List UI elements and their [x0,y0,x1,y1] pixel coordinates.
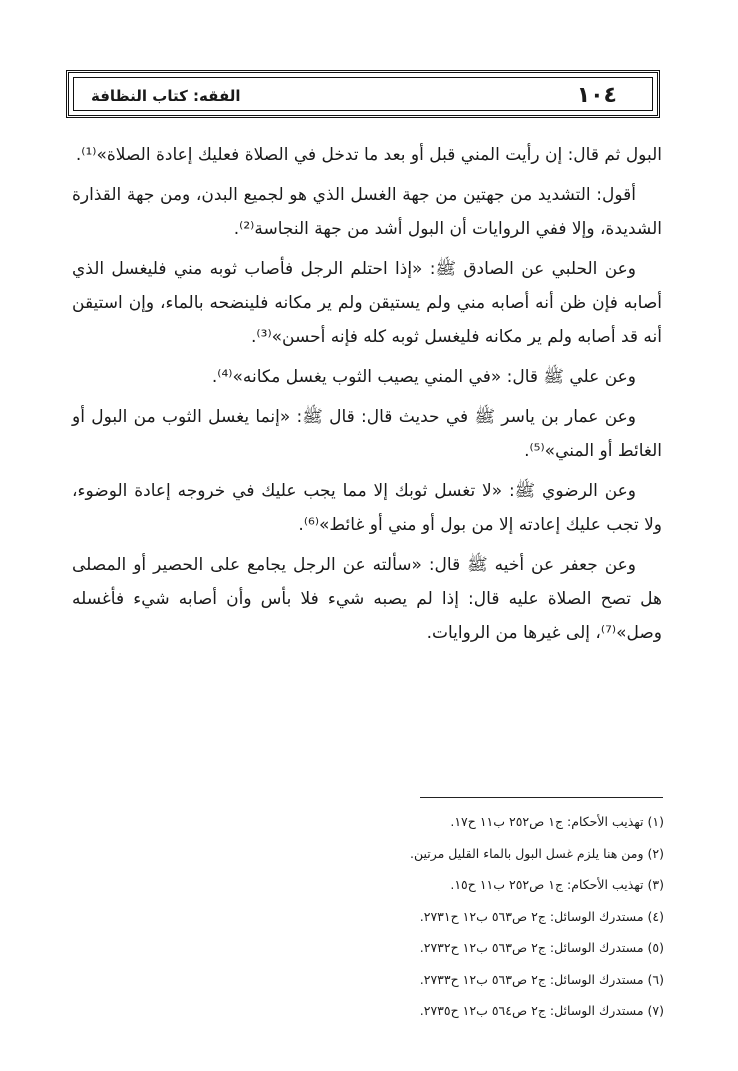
footnote: (٥) مستدرك الوسائل: ج٢ ص٥٦٣ ب١٢ ح٢٧٣٢. [419,940,664,955]
running-title: الفقه: كتاب النظافة [91,87,241,105]
footnote: (٣) تهذيب الأحكام: ج١ ص٢٥٢ ب١١ ح١٥. [450,877,664,892]
paragraph: وعن علي ﷺ قال: «في المني يصيب الثوب يغسل مكانه»⁽⁴⁾. [211,367,636,387]
footnote: (٧) مستدرك الوسائل: ج٢ ص٥٦٤ ب١٢ ح٢٧٣٥. [419,1003,664,1018]
main-text [72,138,662,656]
footnotes [300,806,664,1027]
footnote: (٦) مستدرك الوسائل: ج٢ ص٥٦٣ ب١٢ ح٢٧٣٣. [419,971,664,987]
footnote-divider [420,797,663,798]
paragraph: أقول: التشديد من جهتين من جهة الغسل الذي هو لجميع البدن، ومن جهة القذارة الشديدة، وإلا ففي الروايات أن البول أشد من جهة النجاسة⁽²⁾. [72,185,662,239]
paragraph: وعن الحلبي عن الصادق ﷺ: «إذا احتلم الرجل فأصاب ثوبه مني فليغسل الذي أصابه فإن ظن أنه أصابه مني ولم يستيقن ولم ير مكانه فلينضحه بالماء، وإن استيقن أنه قد أصابه ولم ير مكانه فليغسل ثوبه كله فإنه أحسن»⁽³⁾. [72,259,662,347]
footnote: (٤) مستدرك الوسائل: ج٢ ص٥٦٣ ب١٢ ح٢٧٣١. [419,908,664,924]
footnote: (١) تهذيب الأحكام: ج١ ص٢٥٢ ب١١ ح١٧. [450,814,664,829]
paragraph: وعن الرضوي ﷺ: «لا تغسل ثوبك إلا مما يجب عليك في خروجه إعادة الوضوء، ولا تجب عليك إعادته إلا من بول أو مني أو غائط»⁽⁶⁾. [72,481,662,535]
paragraph: البول ثم قال: إن رأيت المني قبل أو بعد ما تدخل في الصلاة فعليك إعادة الصلاة»⁽¹⁾. [75,145,662,165]
page-header [66,70,660,118]
paragraph: وعن عمار بن ياسر ﷺ في حديث قال: قال ﷺ: «إنما يغسل الثوب من البول أو الغائط أو المني»⁽⁵⁾. [72,407,662,461]
page-number: ١٠٤ [576,83,617,108]
footnote: (٢) ومن هنا يلزم غسل البول بالماء القليل مرتين. [409,845,664,861]
paragraph: وعن جعفر عن أخيه ﷺ قال: «سألته عن الرجل يجامع على الحصير أو المصلى هل تصح الصلاة عليه قال: إذا لم يصبه شيء فلا بأس وأن أصابه شيء فأغسله وصل»⁽⁷⁾، إلى غيرها من الروايات. [72,555,662,643]
